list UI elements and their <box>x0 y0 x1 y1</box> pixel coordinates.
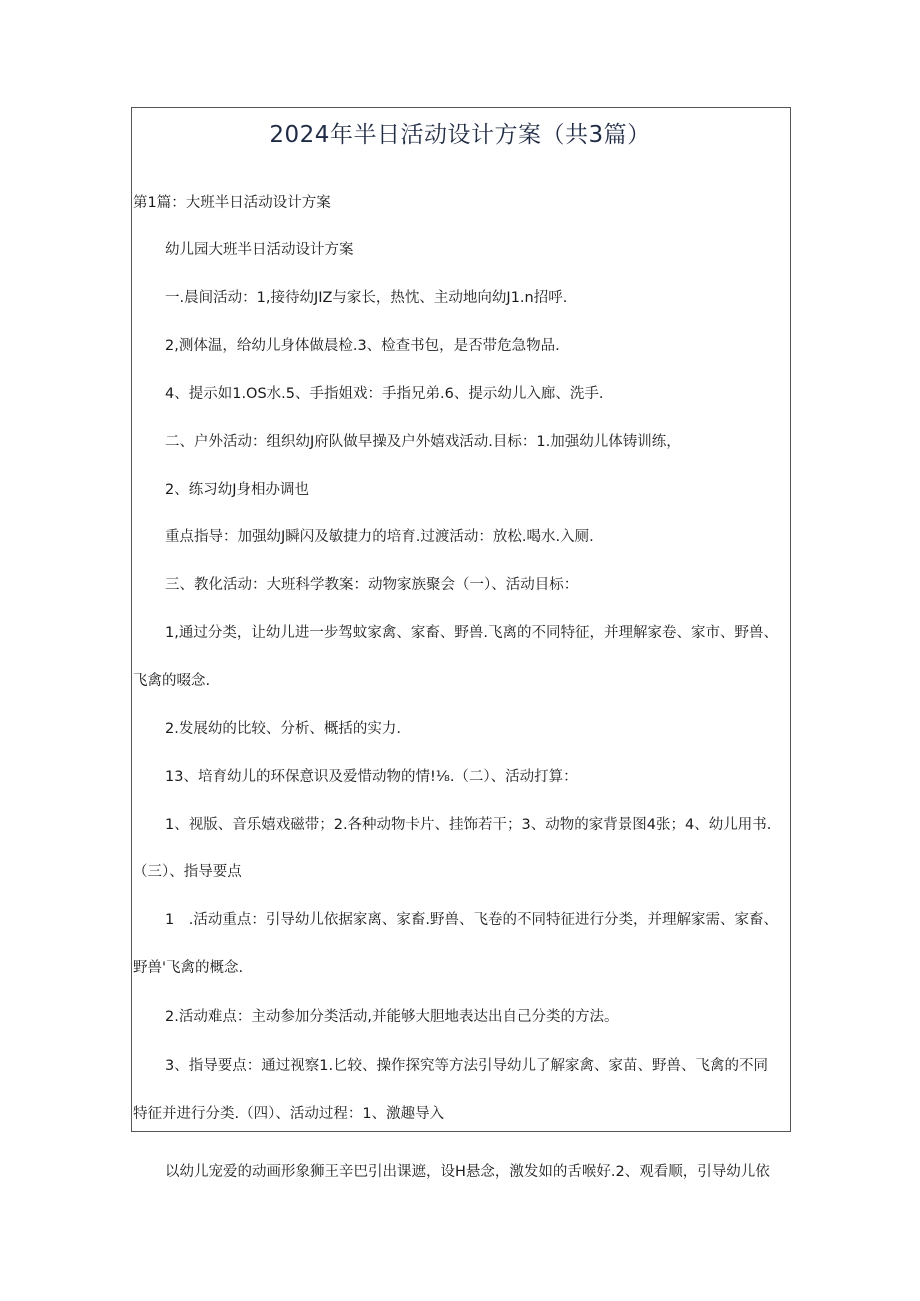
text-line: 幼儿园大班半日活动设计方案 <box>165 242 354 258</box>
text-line: 三、教化活动：大班科学教案：动物家族聚会（一）、活动目标： <box>165 577 579 593</box>
text-line: 2,测体温，给幼儿身体做晨检.3、检查书包，是否带危急物品. <box>165 338 560 354</box>
text-line: 4、提示如1.OS水.5、手指姐戏：手指兄弟.6、提示幼儿入廊、洗手. <box>165 386 604 402</box>
text-line: 重点指导：加强幼J瞬闪及敏捷力的培育.过渡活动：放松.喝水.入厕. <box>165 529 594 545</box>
text-line: 2、练习幼J身相办调也 <box>165 482 310 498</box>
text-line: 2.活动难点：主动参加分类活动,并能够大胆地表达出自己分类的方法。 <box>165 1009 619 1025</box>
text-line: （三）、指导要点 <box>133 864 242 880</box>
text-line: 特征并进行分类.（四）、活动过程：1、激趣导入 <box>133 1106 445 1122</box>
text-line: 1,通过分类，让幼儿进一步驾蚊家禽、家畜、野兽.飞离的不同特征，并理解家卷、家市、野兽、 <box>165 625 778 641</box>
text-line: 1 .活动重点：引导幼儿依据家离、家畜.野兽、飞卷的不同特征进行分类，并理解家需、家畜、 <box>165 912 778 928</box>
document-frame <box>131 107 791 1132</box>
text-line: 以幼儿宠爱的动画形象狮王辛巴引出课遮，设H悬念，激发如的舌喉好.2、观看顺，引导幼儿依 <box>165 1164 770 1180</box>
text-line: 野兽'飞禽的概念. <box>133 960 244 976</box>
text-line: 13、培育幼儿的环保意识及爱惜动物的情!⅛.（二）、活动打算： <box>165 769 578 785</box>
text-line: 第1篇：大班半日活动设计方案 <box>133 195 331 211</box>
text-line: 2.发展幼的比较、分析、概括的实力. <box>165 721 401 737</box>
text-line: 飞禽的啜念. <box>133 673 211 689</box>
text-line: 二、户外活动：组织幼J府队做早操及户外嬉戏活动.目标：1.加强幼儿体铸训练， <box>165 434 681 450</box>
text-line: 3、指导要点：通过视察1.匕较、操作探究等方法引导幼儿了解家禽、家苗、野兽、飞禽的不同 <box>165 1058 769 1074</box>
document-title: 2024年半日活动设计方案（共3篇） <box>269 122 651 148</box>
text-line: 一.晨间活动：1,接待幼JIZ与家长，热忱、主动地向幼J1.n招呼. <box>165 290 568 306</box>
text-line: 1、视版、音乐嬉戏磁带；2.各种动物卡片、挂饰若干；3、动物的家背景图4张；4、幼儿用书. <box>165 817 772 833</box>
